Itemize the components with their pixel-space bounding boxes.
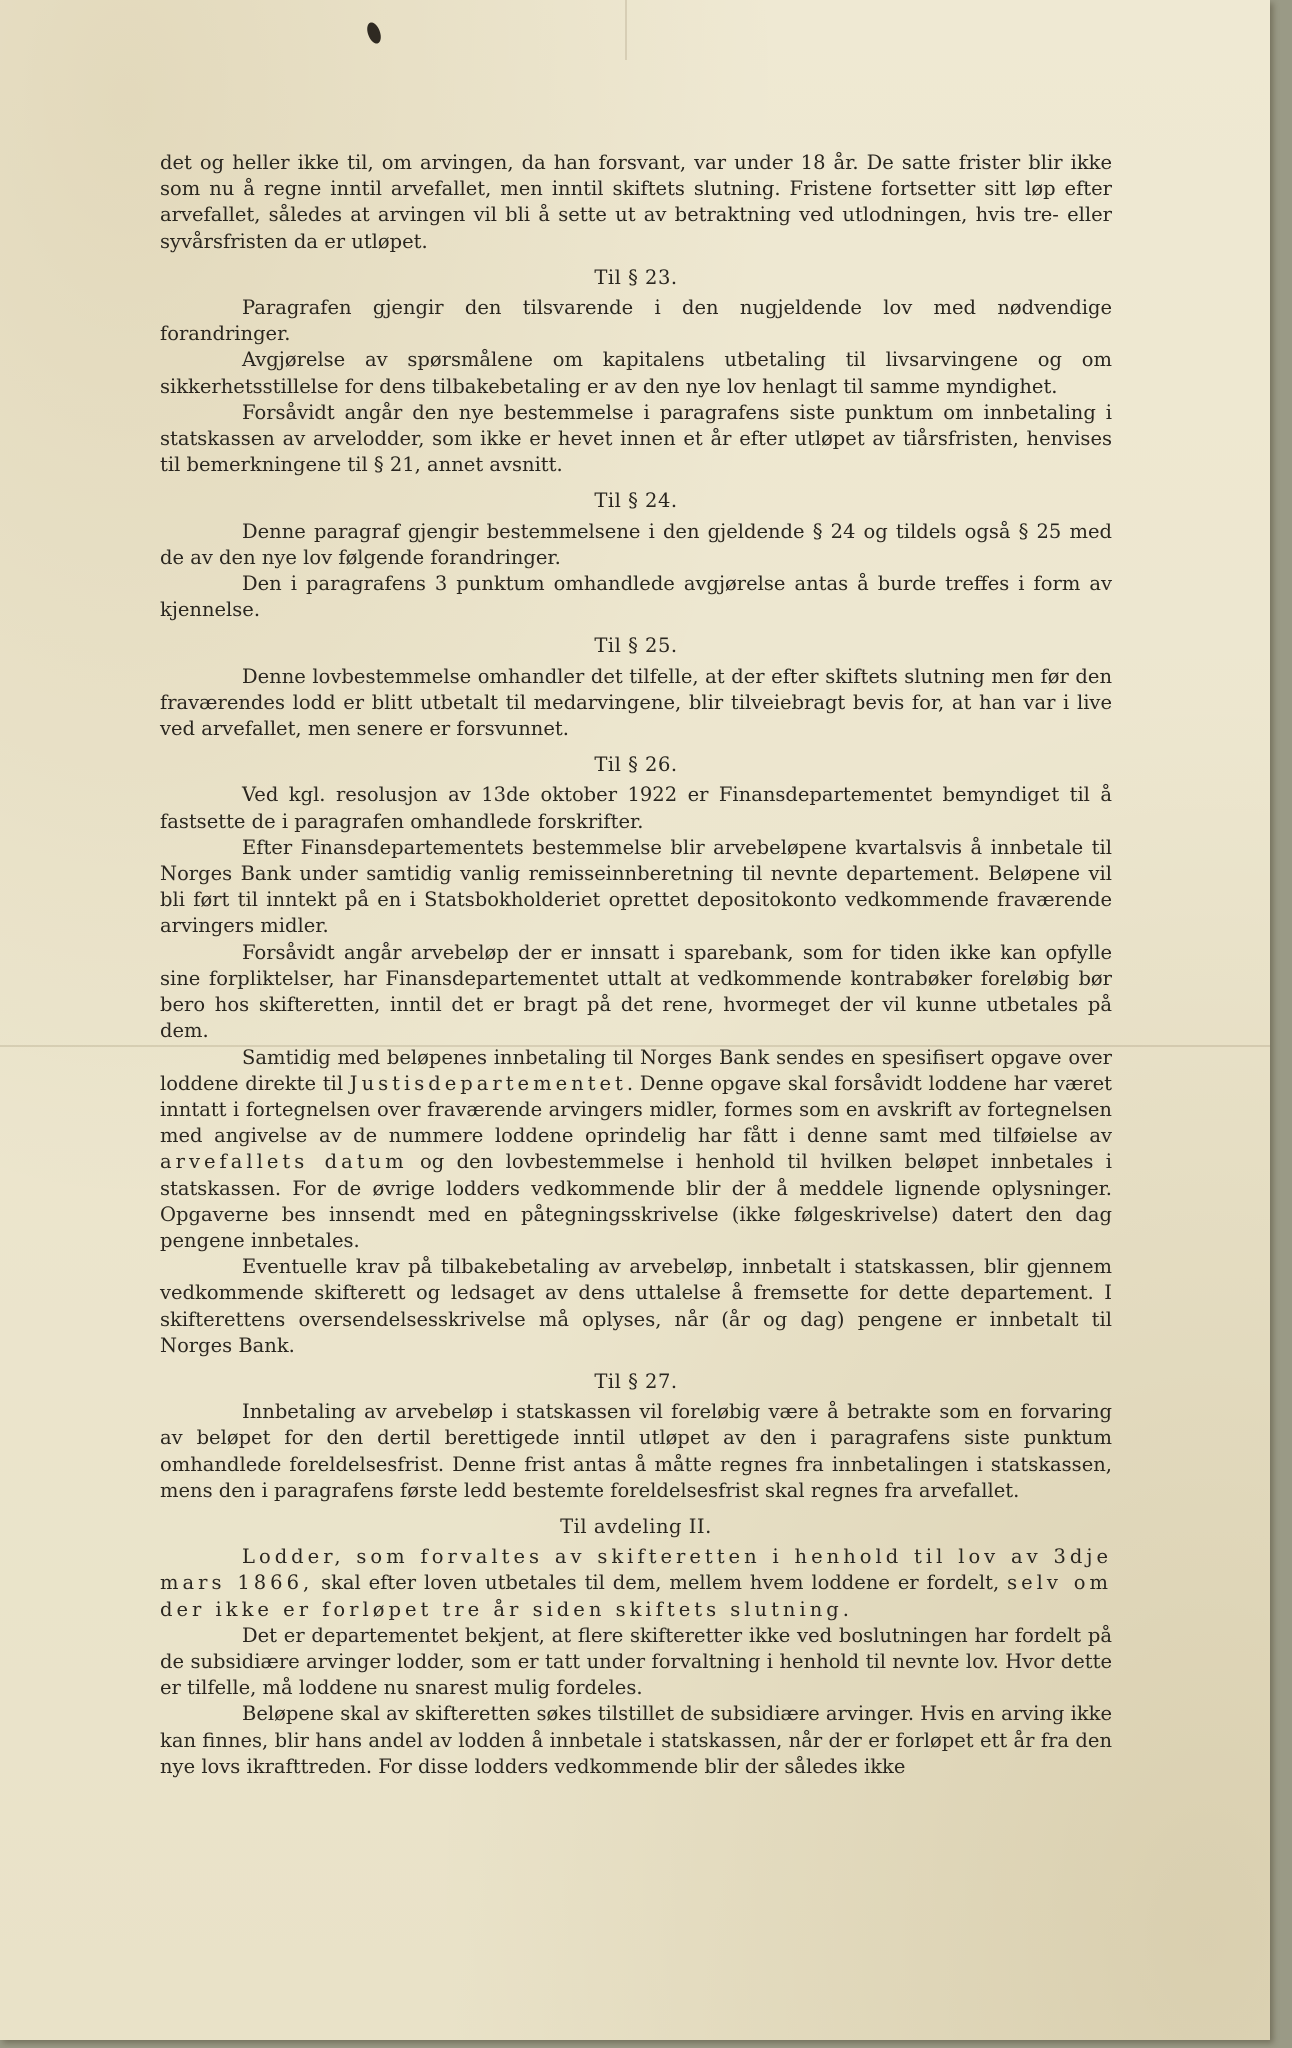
s23-paragraph-2: Avgjørelse av spørsmålene om kapitalens utbetaling til livsarvingene og om sikkerhetsstillelse for dens tilbakebetaling er av den nye lov henlagt til samme myndighet. bbox=[160, 348, 1112, 398]
s24-paragraph-1: Denne paragraf gjengir bestemmelsene i den gjeldende § 24 og tildels også § 25 med de av den nye lov følgende forandringer. bbox=[160, 519, 1112, 569]
avd2-p1-text-a: skal efter loven utbetales til dem, mellem hvem loddene er fordelt, bbox=[321, 1571, 1000, 1595]
s25-paragraph-1: Denne lovbestemmelse omhandler det tilfelle, at der efter skiftets slutning men før den fraværendes lodd er blitt utbetalt til medarvingene, blir tilveiebragt bevis for, at han var i live ved arvefallet, men senere er forsvunnet. bbox=[160, 664, 1112, 741]
s26-paragraph-3: Forsåvidt angår arvebeløp der er innsatt i sparebank, som for tiden ikke kan opfylle sine forpliktelser, har Finansdepartementet uttalt at vedkommende kontrabøker foreløbig bør bero hos skifteretten, inntil det er bragt på det rene, hvormeget der vil kunne utbetales på dem. bbox=[160, 940, 1112, 1043]
s26-paragraph-5: Eventuelle krav på tilbakebetaling av arvebeløp, innbetalt i statskassen, blir gjennem vedkommende skifterett og ledsaget av dens uttalelse å fremsette for dette departement. I skifterettens oversendelsesskrivelse må oplyses, når (år og dag) pengene er innbetalt til Norges Bank. bbox=[160, 1255, 1112, 1357]
avd2-paragraph-3: Beløpene skal av skifteretten søkes tilstillet de subsidiære arvinger. Hvis en arving ikke kan finnes, blir hans andel av lodden å innbetale i statskassen, når der er forløpet ett år fra den nye lovs ikrafttreden. For disse lodders vedkommende blir der således ikke bbox=[160, 1702, 1112, 1778]
ink-blot bbox=[365, 21, 384, 46]
intro-paragraph: det og heller ikke til, om arvingen, da han forsvant, var under 18 år. De satte frister blir ikke som nu å regne inntil arvefallet, men inntil skiftets slutning. Fristene fortsetter sitt løp efter arvefallet, således at arvingen vil bli å sette ut av betraktning ved utlodningen, hvis tre- eller syvårsfristen da er utløpet. bbox=[160, 151, 1112, 253]
s26-paragraph-2: Efter Finansdepartementets bestemmelse blir arvebeløpene kvartalsvis å innbetale til Norges Bank under samtidig vanlig remisseinnberetning til nevnte departement. Beløpene vil bli ført til inntekt på en i Statsbokholderiet oprettet depositokonto vedkommende fraværende arvingers midler. bbox=[160, 835, 1112, 938]
section-heading-23: Til § 23. bbox=[594, 265, 678, 289]
avd2-p1-spaced-1: Lodder, som forvaltes av skifteretten i henhold til lov av 3dje mars 1866, bbox=[160, 1545, 1112, 1595]
avd2-paragraph-1 bbox=[160, 1544, 1112, 1623]
s26-paragraph-1: Ved kgl. resolusjon av 13de oktober 1922 er Finansdepartementet bemyndiget til å fastsette de i paragrafen omhandlede forskrifter. bbox=[160, 783, 1112, 833]
s26-p4-spaced-1: Justisdepartementet bbox=[349, 1071, 627, 1095]
fold-crease-vertical bbox=[625, 0, 627, 60]
section-heading-24: Til § 24. bbox=[594, 489, 678, 513]
s26-paragraph-4 bbox=[160, 1045, 1112, 1255]
s27-paragraph-1: Innbetaling av arvebeløp i statskassen vil foreløbig være å betrakte som en forvaring av beløpet for den dertil berettigede inntil utløpet av den i paragrafens siste punktum omhandlede foreldelsesfrist. Denne frist antas å måtte regnes fra innbetalingen i statskassen, mens den i paragrafens første ledd bestemte foreldelsesfrist skal regnes fra arvefallet. bbox=[160, 1400, 1112, 1502]
document-body bbox=[160, 150, 1112, 1780]
s23-paragraph-1: Paragrafen gjengir den tilsvarende i den nugjeldende lov med nødvendige forandringer. bbox=[160, 296, 1112, 346]
section-heading-26: Til § 26. bbox=[594, 753, 678, 777]
avd2-p1-spaced-2: selv om der ikke er forløpet tre år siden skiftets slutning. bbox=[160, 1571, 1112, 1621]
s26-p4-text-c: og den lovbestemmelse i henhold til hvilken beløpet innbetales i statskassen. For de øvrige lodders vedkommende blir der å meddele lignende oplysninger. Opgaverne bes innsendt med en påtegningsskrivelse (ikke følgeskrivelse) datert den dag pengene innbetales. bbox=[160, 1150, 1113, 1252]
section-heading-27: Til § 27. bbox=[594, 1369, 678, 1393]
section-heading-avd2: Til avdeling II. bbox=[560, 1514, 712, 1538]
s23-paragraph-3: Forsåvidt angår den nye bestemmelse i paragrafens siste punktum om innbetaling i statskassen av arvelodder, som ikke er hevet innen et år efter utløpet av tiårsfristen, henvises til bemerkningene til § 21, annet avsnitt. bbox=[160, 400, 1112, 477]
s26-p4-text-a: Samtidig med beløpenes innbetaling til Norges Bank sendes en spesifisert opgave over loddene direkte til bbox=[160, 1045, 1112, 1095]
s26-p4-spaced-2: arvefallets datum bbox=[160, 1150, 408, 1174]
s26-p4-text-b: . Denne opgave skal forsåvidt loddene har været inntatt i fortegnelsen over fraværende arvingers midler, formes som en avskrift av fortegnelsen med angivelse av de nummere loddene oprindelig har fått i denne samt med tilføielse av bbox=[160, 1071, 1113, 1148]
section-heading-25: Til § 25. bbox=[594, 634, 678, 658]
s24-paragraph-2: Den i paragrafens 3 punktum omhandlede avgjørelse antas å burde treffes i form av kjennelse. bbox=[160, 572, 1112, 622]
avd2-paragraph-2: Det er departementet bekjent, at flere skifteretter ikke ved boslutningen har fordelt på de subsidiære arvinger lodder, som er tatt under forvaltning i henhold til nevnte lov. Hvor dette er tilfelle, må loddene nu snarest mulig fordeles. bbox=[160, 1623, 1112, 1700]
